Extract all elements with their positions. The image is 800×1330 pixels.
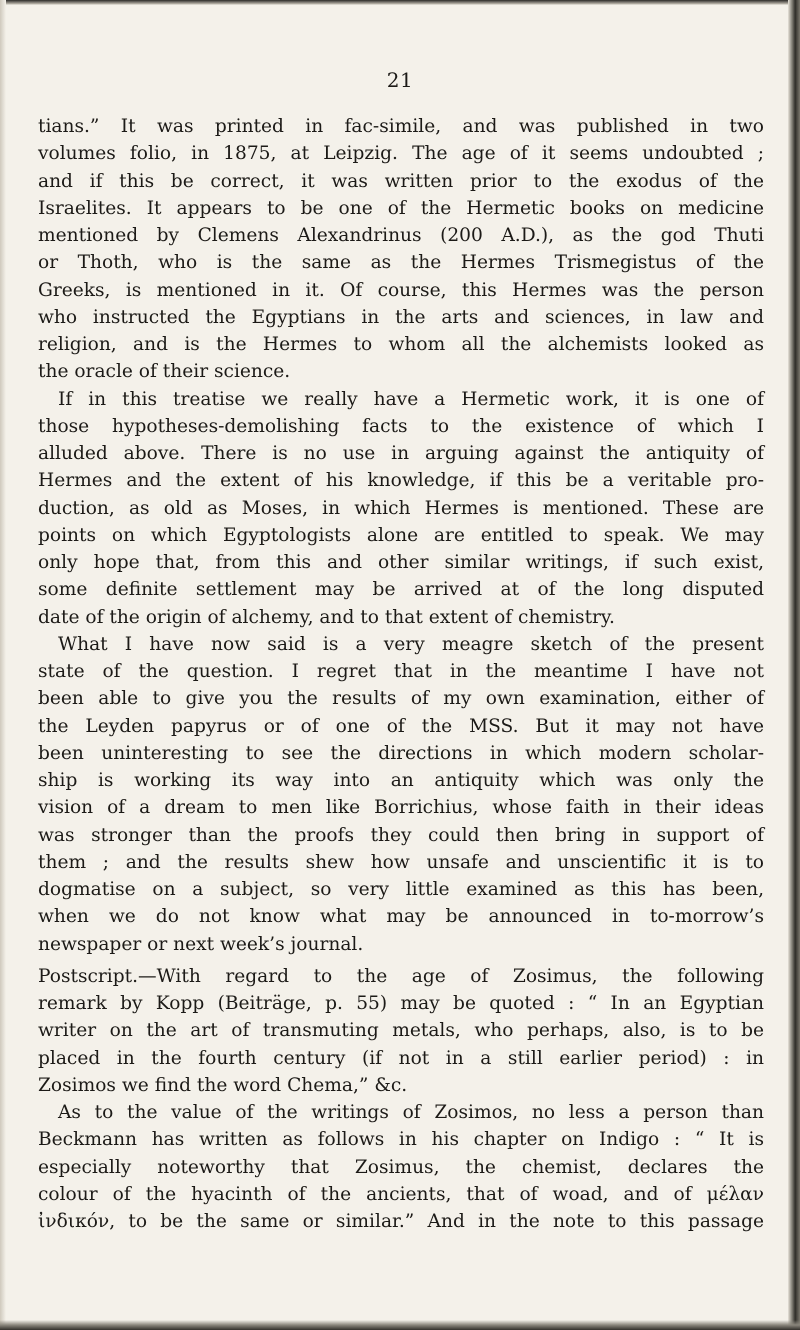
text-line: If in this treatise we really have a Hermetic work, it is one of	[58, 388, 764, 410]
postscript-line: As to the value of the writings of Zosimos, no less a person than	[58, 1102, 764, 1123]
text-line: the oracle of their science.	[38, 361, 291, 383]
text-line: What I have now said is a very meagre sketch of the present	[58, 633, 764, 655]
text-line: dogmatise on a subject, so very little examined as this has been,	[38, 879, 764, 900]
text-line: newspaper or next week’s journal.	[38, 933, 364, 955]
text-line: Greeks, is mentioned in it. Of course, this Hermes was the person	[38, 279, 764, 301]
page-bottom-edge	[0, 1320, 800, 1330]
text-line: ship is working its way into an antiquity which was only the	[38, 770, 764, 791]
page-number: 21	[386, 68, 414, 92]
postscript-line: especially noteworthy that Zosimus, the chemist, declares the	[38, 1156, 764, 1178]
text-line: duction, as old as Moses, in which Hermes is mentioned. These are	[38, 497, 764, 519]
postscript-line: ἰνδικόν, to be the same or similar.” And in the note to this passage	[38, 1211, 764, 1232]
text-line: date of the origin of alchemy, and to that extent of chemistry.	[38, 606, 615, 628]
text-line: been able to give you the results of my own examination, either of	[38, 688, 764, 710]
text-line: who instructed the Egyptians in the arts and sciences, in law and	[38, 306, 764, 328]
postscript-line: writer on the art of transmuting metals, who perhaps, also, is to be	[38, 1020, 764, 1042]
body-text	[38, 113, 764, 1235]
text-line: them ; and the results shew how unsafe and unscientific it is to	[38, 851, 764, 873]
text-line: some definite settlement may be arrived at of the long disputed	[38, 579, 764, 601]
postscript-line: Postscript.—With regard to the age of Zosimus, the following	[38, 965, 764, 987]
postscript-line: Zosimos we find the word Chema,” &c.	[38, 1074, 408, 1096]
text-line: points on which Egyptologists alone are entitled to speak. We may	[38, 524, 764, 546]
text-line: alluded above. There is no use in arguing against the antiquity of	[38, 443, 764, 464]
page-top-edge	[0, 0, 800, 5]
page-right-edge	[788, 0, 800, 1330]
text-line: tians.” It was printed in fac-simile, and was published in two	[38, 116, 764, 137]
postscript-line: Beckmann has written as follows in his chapter on Indigo : “ It is	[38, 1129, 764, 1151]
text-line: and if this be correct, it was written prior to the exodus of the	[38, 170, 764, 192]
text-line: was stronger than the proofs they could then bring in support of	[38, 824, 764, 846]
text-line: religion, and is the Hermes to whom all the alchemists looked as	[38, 334, 764, 355]
postscript-line: placed in the fourth century (if not in a still earlier period) : in	[38, 1047, 764, 1069]
postscript-line: colour of the hyacinth of the ancients, that of woad, and of μέλαν	[38, 1183, 764, 1205]
text-line: vision of a dream to men like Borrichius, whose faith in their ideas	[38, 797, 764, 819]
text-line: mentioned by Clemens Alexandrinus (200 A.D.), as the god Thuti	[38, 225, 764, 246]
text-line: Hermes and the extent of his knowledge, if this be a veritable pro-	[38, 470, 764, 492]
page-left-shadow	[0, 0, 6, 1330]
text-line: volumes folio, in 1875, at Leipzig. The age of it seems undoubted ;	[38, 143, 764, 165]
text-line: when we do not know what may be announced in to-morrow’s	[38, 906, 764, 928]
text-line: state of the question. I regret that in the meantime I have not	[38, 661, 764, 682]
text-line: those hypotheses-demolishing facts to the existence of which I	[38, 415, 764, 437]
text-line: Israelites. It appears to be one of the Hermetic books on medicine	[38, 197, 764, 219]
text-line: the Leyden papyrus or of one of the MSS. But it may not have	[38, 715, 764, 737]
text-line: been uninteresting to see the directions in which modern scholar-	[38, 742, 764, 764]
postscript-line: remark by Kopp (Beiträge, p. 55) may be quoted : “ In an Egyptian	[38, 993, 764, 1014]
text-line: or Thoth, who is the same as the Hermes Trismegistus of the	[38, 252, 764, 274]
text-line: only hope that, from this and other similar writings, if such exist,	[38, 552, 764, 573]
